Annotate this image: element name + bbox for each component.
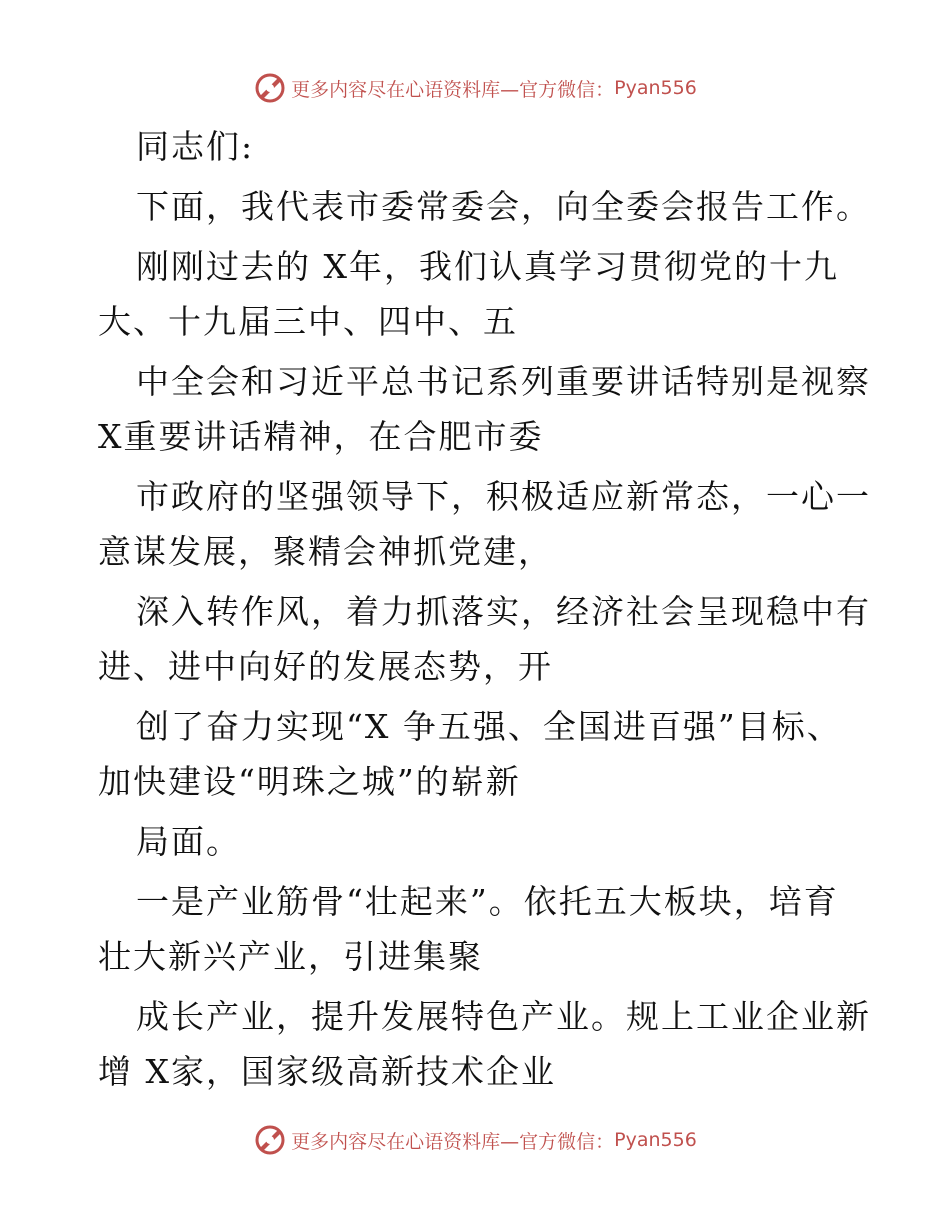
text-line: 下面，我代表市委常委会，向全委会报告工作。 <box>136 187 871 226</box>
text-line: 意谋发展，聚精会神抓党建， <box>98 532 553 571</box>
footer-watermark <box>0 1120 950 1160</box>
text-line: 大、十九届三中、四中、五 <box>98 302 518 341</box>
watermark-site-text: 更多内容尽在心语资料库—官方微信： <box>291 78 615 101</box>
text-line: 增 X家，国家级高新技术企业 <box>98 1052 556 1091</box>
text-line: 中全会和习近平总书记系列重要讲话特别是视察 <box>136 362 871 401</box>
text-line: 加快建设“明珠之城”的崭新 <box>98 762 521 801</box>
text-line: 壮大新兴产业，引进集聚 <box>98 937 483 976</box>
text-line: 局面。 <box>136 822 241 861</box>
text-line: 创了奋力实现“X 争五强、全国进百强”目标、 <box>136 707 842 746</box>
text-line: 成长产业，提升发展特色产业。规上工业企业新 <box>136 997 871 1036</box>
text-line: 进、进中向好的发展态势，开 <box>98 647 553 686</box>
logo-icon <box>253 71 287 105</box>
text-line: 市政府的坚强领导下，积极适应新常态，一心一 <box>136 477 871 516</box>
text-line: 一是产业筋骨“壮起来”。依托五大板块，培育 <box>136 882 839 921</box>
watermark-site-text: 更多内容尽在心语资料库—官方微信： <box>291 1130 615 1153</box>
watermark-account: Pyan556 <box>614 77 697 99</box>
text-line: 刚刚过去的 X年，我们认真学习贯彻党的十九 <box>136 247 839 286</box>
text-line: 深入转作风，着力抓落实，经济社会呈现稳中有 <box>136 592 871 631</box>
header-watermark <box>0 68 950 108</box>
text-line: X重要讲话精神，在合肥市委 <box>98 417 544 456</box>
logo-icon <box>253 1123 287 1157</box>
text-line: 同志们: <box>136 127 255 166</box>
watermark-account: Pyan556 <box>614 1129 697 1151</box>
